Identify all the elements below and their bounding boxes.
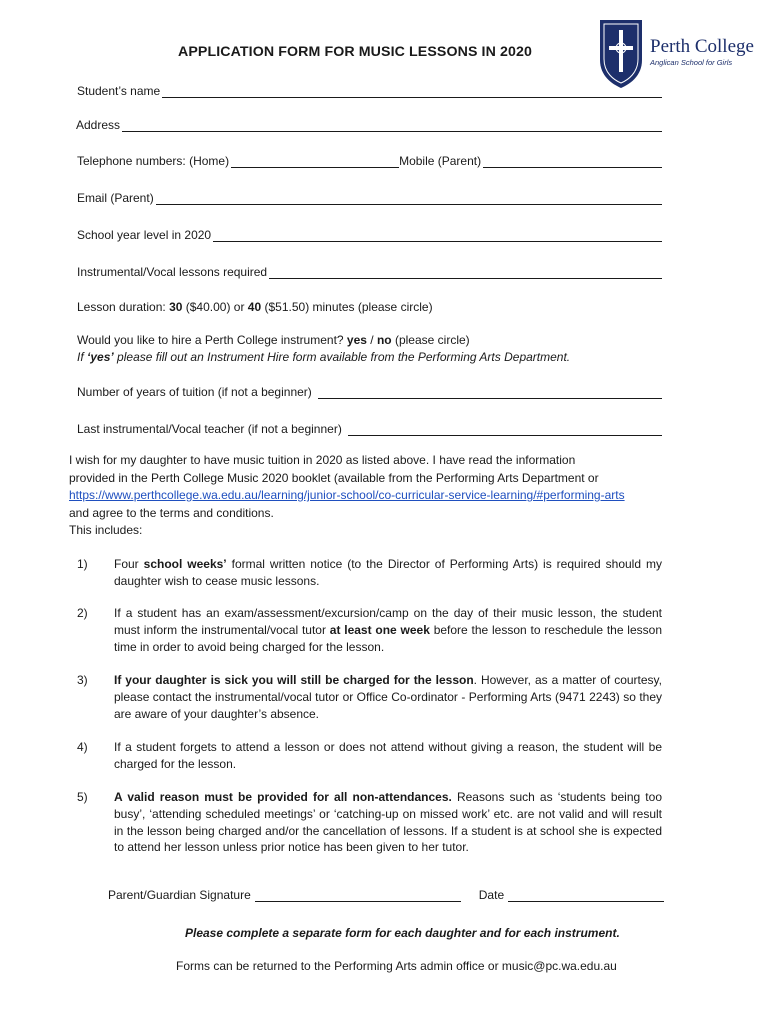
item-bold: school weeks’ bbox=[143, 557, 227, 571]
condition-item-5 bbox=[77, 789, 662, 856]
item-text-end: Reasons such as ‘students being too busy’, ‘attending scheduled meetings’ or ‘catching-up on missed work’ etc. are not valid and will result in the lesson being charged and/or the cancellation of lessons. If a student is at school she is expected to attend her lesson unless prior notice has been given to her tutor. bbox=[114, 790, 662, 855]
hire-suffix: (please circle) bbox=[391, 333, 470, 347]
last-teacher-label: Last instrumental/Vocal teacher (if not a beginner) bbox=[77, 422, 342, 436]
last-teacher-field[interactable] bbox=[77, 420, 662, 436]
signature-line[interactable] bbox=[255, 889, 461, 902]
duration-prefix: Lesson duration: bbox=[77, 300, 170, 314]
crest-icon bbox=[596, 16, 646, 90]
date-line[interactable] bbox=[508, 889, 664, 902]
item-bold: A valid reason must be provided for all non-attendances. bbox=[114, 790, 452, 804]
signature-row bbox=[108, 888, 664, 902]
item-text-end: . However, as a matter of courtesy, please contact the instrumental/vocal tutor or Office Co-ordinator - Performing Arts (9471 2243) so they are aware of your daughter’s absence. bbox=[114, 673, 662, 721]
condition-item-2 bbox=[77, 605, 662, 655]
declaration-paragraph bbox=[69, 452, 709, 540]
separate-form-note: Please complete a separate form for each daughter and for each instrument. bbox=[185, 926, 620, 940]
email-label: Email (Parent) bbox=[77, 191, 154, 205]
item-bold: at least one week bbox=[329, 622, 430, 637]
year-level-field[interactable] bbox=[77, 226, 662, 242]
hire-question-text: Would you like to hire a Perth College instrument? bbox=[77, 333, 347, 347]
telephone-home-line[interactable] bbox=[231, 155, 399, 168]
lessons-required-label: Instrumental/Vocal lessons required bbox=[77, 265, 268, 279]
item-number: 1) bbox=[77, 557, 88, 571]
student-name-line[interactable] bbox=[162, 85, 662, 98]
item-bold: If your daughter is sick you will still be charged for the lesson bbox=[114, 673, 474, 687]
address-field[interactable] bbox=[76, 116, 662, 132]
item-text: Four bbox=[114, 557, 144, 571]
lessons-required-field[interactable] bbox=[77, 263, 662, 279]
logo-name: Perth College bbox=[650, 36, 754, 57]
item-number: 3) bbox=[77, 673, 88, 687]
logo-subtitle: Anglican School for Girls bbox=[650, 58, 733, 67]
instrument-hire-note bbox=[77, 350, 570, 364]
signature-label: Parent/Guardian Signature bbox=[108, 888, 251, 902]
condition-item-4 bbox=[77, 739, 662, 773]
telephone-home-label: Telephone numbers: (Home) bbox=[77, 154, 230, 168]
item-text: If a student has an exam/assessment/excursion/camp on the day of their music lesson, the student must inform the instrumental/vocal tutor bbox=[114, 606, 662, 637]
lessons-required-line[interactable] bbox=[269, 266, 662, 279]
perth-college-logo bbox=[596, 16, 754, 90]
last-teacher-line[interactable] bbox=[348, 423, 662, 436]
instrument-hire-question bbox=[77, 333, 470, 347]
years-tuition-line[interactable] bbox=[318, 386, 662, 399]
telephone-mobile-line[interactable] bbox=[483, 155, 662, 168]
hire-note-yes: ‘yes’ bbox=[87, 350, 114, 364]
return-instructions: Forms can be returned to the Performing Arts admin office or music@pc.wa.edu.au bbox=[176, 959, 617, 973]
condition-item-1 bbox=[77, 556, 662, 590]
condition-item-3 bbox=[77, 672, 662, 722]
item-text-end: formal written notice (to the Director of Performing Arts) is required should my daughter wish to cease music lessons. bbox=[114, 557, 662, 588]
email-field[interactable] bbox=[77, 189, 662, 205]
item-text-end: before the lesson to reschedule the lesson time in order to avoid being charged for the lesson. bbox=[114, 622, 662, 654]
item-number: 4) bbox=[77, 740, 88, 754]
declaration-line-2: provided in the Perth College Music 2020 booklet (available from the Performing Arts Department or bbox=[69, 470, 599, 485]
years-tuition-field[interactable] bbox=[77, 383, 662, 399]
address-label: Address bbox=[76, 118, 121, 132]
page-title: APPLICATION FORM FOR MUSIC LESSONS IN 2020 bbox=[178, 44, 532, 60]
lesson-duration bbox=[77, 300, 433, 314]
hire-note-rest: please fill out an Instrument Hire form available from the Performing Arts Department. bbox=[113, 350, 571, 364]
date-label: Date bbox=[478, 888, 505, 902]
duration-option-40[interactable]: 40 bbox=[247, 300, 262, 314]
email-line[interactable] bbox=[156, 192, 662, 205]
years-tuition-label: Number of years of tuition (if not a beginner) bbox=[77, 385, 312, 399]
telephone-mobile-label: Mobile (Parent) bbox=[399, 154, 482, 168]
duration-price-40: ($51.50) minutes (please circle) bbox=[261, 300, 433, 314]
student-name-label: Student’s name bbox=[77, 84, 161, 98]
hire-note-prefix: If bbox=[77, 350, 88, 364]
duration-price-30: ($40.00) or bbox=[182, 300, 248, 314]
declaration-line-5: This includes: bbox=[69, 523, 143, 537]
declaration-line-4: and agree to the terms and conditions. bbox=[69, 505, 274, 520]
telephone-field[interactable] bbox=[77, 152, 662, 168]
item-number: 2) bbox=[77, 606, 88, 620]
hire-slash: / bbox=[366, 333, 377, 347]
year-level-line[interactable] bbox=[213, 229, 662, 242]
year-level-label: School year level in 2020 bbox=[77, 228, 212, 242]
item-number: 5) bbox=[77, 790, 88, 804]
performing-arts-link[interactable]: https://www.perthcollege.wa.edu.au/learning/junior-school/co-curricular-service-learning/#performing-arts bbox=[69, 488, 625, 502]
declaration-line-1: I wish for my daughter to have music tuition in 2020 as listed above. I have read the information bbox=[69, 453, 576, 467]
item-text: If a student forgets to attend a lesson or does not attend without giving a reason, the student will be charged for the lesson. bbox=[114, 740, 662, 771]
address-line[interactable] bbox=[122, 119, 662, 132]
hire-no-option[interactable]: no bbox=[376, 333, 392, 347]
hire-yes-option[interactable]: yes bbox=[346, 333, 367, 347]
student-name-field[interactable] bbox=[77, 82, 662, 98]
duration-option-30[interactable]: 30 bbox=[169, 300, 183, 314]
